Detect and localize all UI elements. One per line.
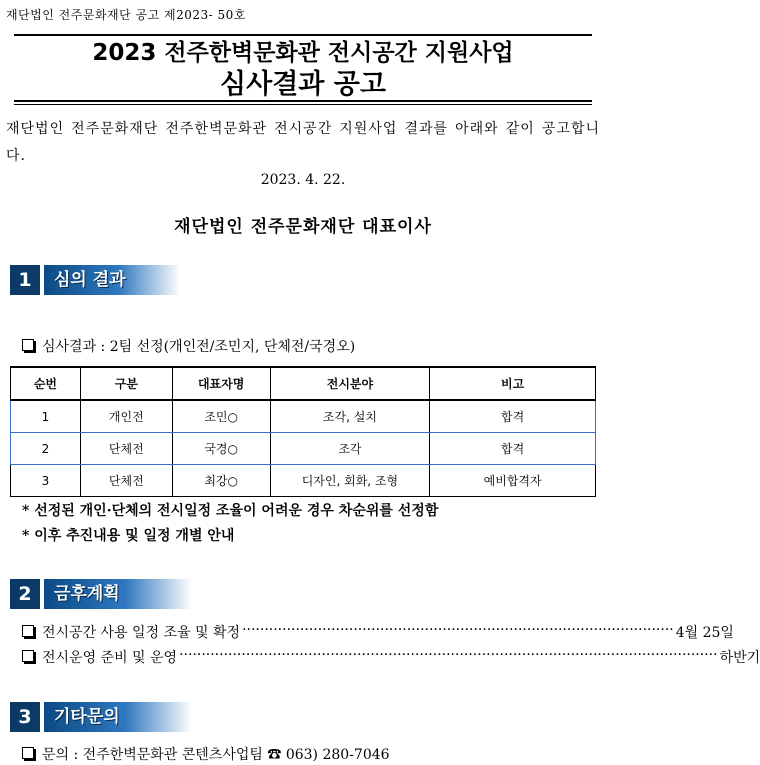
leader-dots: ························································································································· (179, 647, 718, 663)
table-cell: 예비합격자 (430, 465, 596, 497)
plan-item-1 (22, 622, 734, 642)
note-text: 이후 추진내용 및 일정 개별 안내 (34, 528, 235, 544)
table-cell: 조민○ (172, 400, 270, 433)
table-cell: 합격 (430, 400, 596, 433)
table-cell: 개인전 (80, 400, 172, 433)
table-header-row (11, 367, 596, 400)
contact-text: 문의 : 전주한벽문화관 콘텐츠사업팀 ☎ 063) 280-7046 (42, 747, 390, 763)
title-line-1: 2023 전주한벽문화관 전시공간 지원사업 (92, 40, 514, 66)
document-number: 재단법인 전주문화재단 공고 제2023- 50호 (6, 8, 246, 22)
table-row (11, 433, 596, 465)
table-cell: 최강○ (172, 465, 270, 497)
note-1: * 선정된 개인·단체의 전시일정 조율이 어려운 경우 차순위를 선정함 (22, 503, 439, 519)
plan-item-2 (22, 647, 760, 667)
table-cell: 단체전 (80, 465, 172, 497)
announcement-date: 2023. 4. 22. (260, 172, 346, 188)
issuing-organization: 재단법인 전주문화재단 대표이사 (174, 217, 432, 237)
section-title: 기타문의 (44, 702, 192, 732)
title-bottom-rule (14, 100, 592, 102)
column-header: 비고 (430, 367, 596, 400)
column-header: 전시분야 (270, 367, 430, 400)
note-text: 선정된 개인·단체의 전시일정 조율이 어려운 경우 차순위를 선정함 (34, 503, 439, 519)
leader-dots: ································································································· (242, 622, 674, 638)
checkbox-icon (22, 339, 34, 351)
table-cell: 3 (11, 465, 81, 497)
section-number: 3 (10, 702, 40, 732)
plan-label: 전시공간 사용 일정 조율 및 확정 (42, 625, 241, 641)
column-header: 대표자명 (172, 367, 270, 400)
section-number: 2 (10, 579, 40, 609)
table-cell: 단체전 (80, 433, 172, 465)
section-number: 1 (10, 265, 40, 295)
result-table (10, 366, 596, 497)
table-cell: 조각 (270, 433, 430, 465)
table-cell: 국경○ (172, 433, 270, 465)
table-cell: 2 (11, 433, 81, 465)
table-row (11, 465, 596, 497)
checkbox-icon (22, 650, 34, 662)
contact-info (22, 744, 390, 764)
plan-value: 4월 25일 (675, 625, 734, 641)
section-title: 심의 결과 (44, 265, 180, 295)
table-cell: 디자인, 회화, 조형 (270, 465, 430, 497)
result-summary-text: 심사결과 : 2팀 선정(개인전/조민지, 단체전/국경오) (42, 339, 356, 355)
table-row (11, 400, 596, 433)
title-line-2: 심사결과 공고 (220, 69, 386, 100)
checkbox-icon (22, 625, 34, 637)
note-2: * 이후 추진내용 및 일정 개별 안내 (22, 528, 235, 544)
table-cell: 1 (11, 400, 81, 433)
table-cell: 합격 (430, 433, 596, 465)
intro-paragraph: 재단법인 전주문화재단 전주한벽문화관 전시공간 지원사업 결과를 아래와 같이 공고합니다. (6, 121, 600, 164)
result-summary (22, 336, 355, 356)
title-bottom-rule-thin (14, 104, 592, 105)
plan-value: 하반기 (719, 650, 760, 666)
column-header: 순번 (11, 367, 81, 400)
plan-label: 전시운영 준비 및 운영 (42, 650, 178, 666)
checkbox-icon (22, 747, 34, 759)
table-cell: 조각, 설치 (270, 400, 430, 433)
column-header: 구분 (80, 367, 172, 400)
section-title: 금후계획 (44, 579, 192, 609)
